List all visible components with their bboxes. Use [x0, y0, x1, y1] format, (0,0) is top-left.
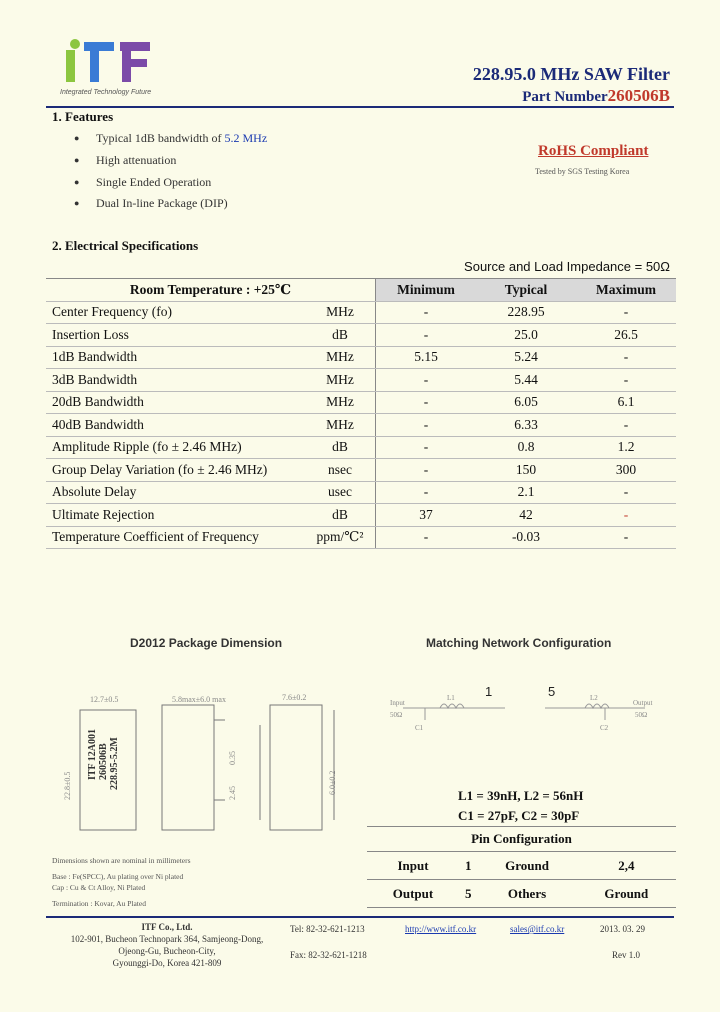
- phone-number: Tel: 82-32-621-1213: [290, 924, 365, 934]
- spec-max-cell: 26.5: [576, 324, 676, 347]
- spec-typ-cell: 228.95: [476, 301, 576, 324]
- inductor-values: L1 = 39nH, L2 = 56nH: [458, 788, 584, 803]
- spec-param-cell: Center Frequency (fo): [46, 301, 305, 324]
- spec-min-cell: -: [376, 459, 477, 482]
- spec-typ-cell: 0.8: [476, 436, 576, 459]
- feature-item: ● Single Ended Operation: [74, 175, 212, 189]
- impedance-note: Source and Load Impedance = 50Ω: [464, 259, 670, 274]
- pin-cell: Ground: [477, 852, 576, 880]
- spec-typ-cell: -0.03: [476, 526, 576, 549]
- rohs-tested-note: Tested by SGS Testing Korea: [535, 167, 630, 176]
- part-number: 260506B: [607, 86, 670, 105]
- dim-label: 0.35: [228, 751, 237, 765]
- spec-typ-cell: 6.33: [476, 414, 576, 437]
- spec-max-cell: 300: [576, 459, 676, 482]
- spec-param-cell: 1dB Bandwidth: [46, 346, 305, 369]
- spec-min-cell: -: [376, 391, 477, 414]
- spec-min-cell: -: [376, 436, 477, 459]
- spec-min-cell: -: [376, 324, 477, 347]
- table-row: [367, 852, 676, 880]
- spec-table: [46, 278, 676, 549]
- spec-typ-cell: 25.0: [476, 324, 576, 347]
- pin-cell: 2,4: [577, 852, 676, 880]
- spec-param-cell: Amplitude Ripple (fo ± 2.46 MHz): [46, 436, 305, 459]
- pin-cell: Ground: [577, 880, 676, 908]
- spec-max-cell: -: [576, 526, 676, 549]
- dim-label: 2.45: [228, 786, 237, 800]
- spec-min-cell: 5.15: [376, 346, 477, 369]
- package-caption: D2012 Package Dimension: [130, 636, 283, 650]
- spec-unit-cell: MHz: [305, 369, 376, 392]
- spec-typ-cell: 5.44: [476, 369, 576, 392]
- table-row: [367, 880, 676, 908]
- table-row: [46, 414, 676, 437]
- c1-label: C1: [415, 724, 424, 732]
- spec-param-cell: Insertion Loss: [46, 324, 305, 347]
- company-logo: [60, 38, 155, 96]
- table-row: [46, 391, 676, 414]
- table-row: [46, 436, 676, 459]
- pin-config-title: Pin Configuration: [367, 827, 676, 852]
- website-link[interactable]: http://www.itf.co.kr: [405, 924, 477, 934]
- spec-max-cell: -: [576, 414, 676, 437]
- table-row: [46, 526, 676, 549]
- table-row: [46, 301, 676, 324]
- document-date: 2013. 03. 29: [600, 924, 645, 934]
- impedance-label: 50Ω: [390, 711, 403, 719]
- spec-unit-cell: MHz: [305, 346, 376, 369]
- c2-label: C2: [600, 724, 609, 732]
- spec-min-cell: -: [376, 481, 477, 504]
- pin-1-label: 1: [485, 684, 493, 699]
- spec-max-cell: 6.1: [576, 391, 676, 414]
- matching-network-diagram: [385, 680, 675, 740]
- spec-typ-cell: 150: [476, 459, 576, 482]
- spec-unit-cell: dB: [305, 504, 376, 527]
- table-row: [46, 504, 676, 527]
- part-number-label: Part Number: [522, 89, 608, 105]
- table-row: [46, 369, 676, 392]
- package-note: Dimensions shown are nominal in millimeters: [52, 856, 191, 865]
- spec-typ-cell: 5.24: [476, 346, 576, 369]
- output-label: Output: [633, 699, 653, 707]
- logo-subtitle: Integrated Technology Future: [60, 89, 152, 96]
- spec-unit-cell: MHz: [305, 301, 376, 324]
- email-link[interactable]: sales@itf.co.kr: [510, 924, 565, 934]
- l2-label: L2: [590, 694, 598, 702]
- electrical-heading: 2. Electrical Specifications: [52, 238, 199, 253]
- spec-param-cell: 3dB Bandwidth: [46, 369, 305, 392]
- address-line: 102-901, Bucheon Technopark 364, Samjeong-Dong,: [70, 934, 264, 944]
- table-row: [46, 346, 676, 369]
- spec-unit-cell: ppm/℃²: [305, 526, 376, 549]
- capacitor-values: C1 = 27pF, C2 = 30pF: [458, 808, 580, 823]
- dim-label: 7.6±0.2: [282, 693, 307, 702]
- feature-item: ● Typical 1dB bandwidth of 5.2 MHz: [74, 131, 268, 145]
- pin-config-table: [367, 826, 676, 908]
- footer-company: [52, 921, 282, 969]
- spec-min-cell: -: [376, 369, 477, 392]
- spec-unit-cell: dB: [305, 324, 376, 347]
- spec-max-cell: -: [576, 481, 676, 504]
- spec-param-cell: Absolute Delay: [46, 481, 305, 504]
- package-note: Base : Fe(SPCC), Au plating over Ni plated: [52, 872, 184, 881]
- fax-number: Fax: 82-32-621-1218: [290, 950, 367, 960]
- table-row: [46, 324, 676, 347]
- bandwidth-highlight: 5.2 MHz: [224, 131, 268, 145]
- dim-label: 6.0±0.2: [328, 770, 337, 795]
- min-header: Minimum: [376, 279, 477, 302]
- room-temp-header: Room Temperature : +25℃: [46, 279, 376, 302]
- address-line: Ojeong-Gu, Bucheon-City,: [118, 946, 216, 956]
- document-revision: Rev 1.0: [612, 950, 640, 960]
- dim-label: 22.8±0.5: [63, 771, 72, 800]
- table-row: [46, 481, 676, 504]
- typ-header: Typical: [476, 279, 576, 302]
- pin-cell: Input: [367, 852, 459, 880]
- product-title: 228.95.0 MHz SAW Filter: [472, 64, 670, 84]
- spec-param-cell: Temperature Coefficient of Frequency: [46, 526, 305, 549]
- spec-max-cell: -: [576, 504, 676, 527]
- footer-divider: [46, 916, 674, 918]
- package-marking-1: ITF 12A001: [87, 728, 98, 780]
- matching-caption: Matching Network Configuration: [426, 636, 612, 650]
- dim-label: 12.7±0.5: [90, 695, 119, 704]
- spec-param-cell: 20dB Bandwidth: [46, 391, 305, 414]
- spec-typ-cell: 2.1: [476, 481, 576, 504]
- spec-max-cell: 1.2: [576, 436, 676, 459]
- dim-label: 5.8max±6.0 max: [172, 695, 226, 704]
- pin-cell: Others: [477, 880, 576, 908]
- spec-unit-cell: dB: [305, 436, 376, 459]
- max-header: Maximum: [576, 279, 676, 302]
- part-number-line: [522, 86, 670, 106]
- spec-min-cell: -: [376, 526, 477, 549]
- spec-unit-cell: MHz: [305, 391, 376, 414]
- l1-label: L1: [447, 694, 455, 702]
- spec-min-cell: -: [376, 301, 477, 324]
- package-drawing: [50, 690, 350, 850]
- pin-cell: Output: [367, 880, 459, 908]
- package-note: Termination : Kovar, Au Plated: [52, 899, 146, 908]
- table-row: [46, 459, 676, 482]
- pin-cell: 5: [459, 880, 477, 908]
- spec-max-cell: -: [576, 346, 676, 369]
- spec-max-cell: -: [576, 301, 676, 324]
- spec-max-cell: -: [576, 369, 676, 392]
- spec-unit-cell: usec: [305, 481, 376, 504]
- spec-min-cell: -: [376, 414, 477, 437]
- rohs-badge: RoHS Compliant: [538, 143, 649, 159]
- feature-item: ● High attenuation: [74, 153, 177, 167]
- feature-item: ● Dual In-line Package (DIP): [74, 196, 228, 210]
- company-name: ITF Co., Ltd.: [141, 922, 193, 932]
- spec-typ-cell: 42: [476, 504, 576, 527]
- spec-header-row: [46, 279, 676, 302]
- header-divider: [46, 106, 674, 108]
- spec-param-cell: Ultimate Rejection: [46, 504, 305, 527]
- spec-unit-cell: nsec: [305, 459, 376, 482]
- address-line: Gyounggi-Do, Korea 421-809: [112, 958, 222, 968]
- spec-param-cell: Group Delay Variation (fo ± 2.46 MHz): [46, 459, 305, 482]
- spec-unit-cell: MHz: [305, 414, 376, 437]
- package-marking-3: 228.95-5.2M: [109, 737, 120, 790]
- pin-cell: 1: [459, 852, 477, 880]
- spec-min-cell: 37: [376, 504, 477, 527]
- spec-param-cell: 40dB Bandwidth: [46, 414, 305, 437]
- features-heading: 1. Features: [52, 109, 114, 124]
- impedance-label: 50Ω: [635, 711, 648, 719]
- itf-logo-icon: [60, 38, 155, 86]
- pin-5-label: 5: [548, 684, 556, 699]
- package-notes: [52, 855, 191, 909]
- package-marking-2: 260506B: [98, 743, 109, 780]
- input-label: Input: [390, 699, 405, 707]
- spec-typ-cell: 6.05: [476, 391, 576, 414]
- package-note: Cap : Cu & Ct Alloy, Ni Plated: [52, 883, 146, 892]
